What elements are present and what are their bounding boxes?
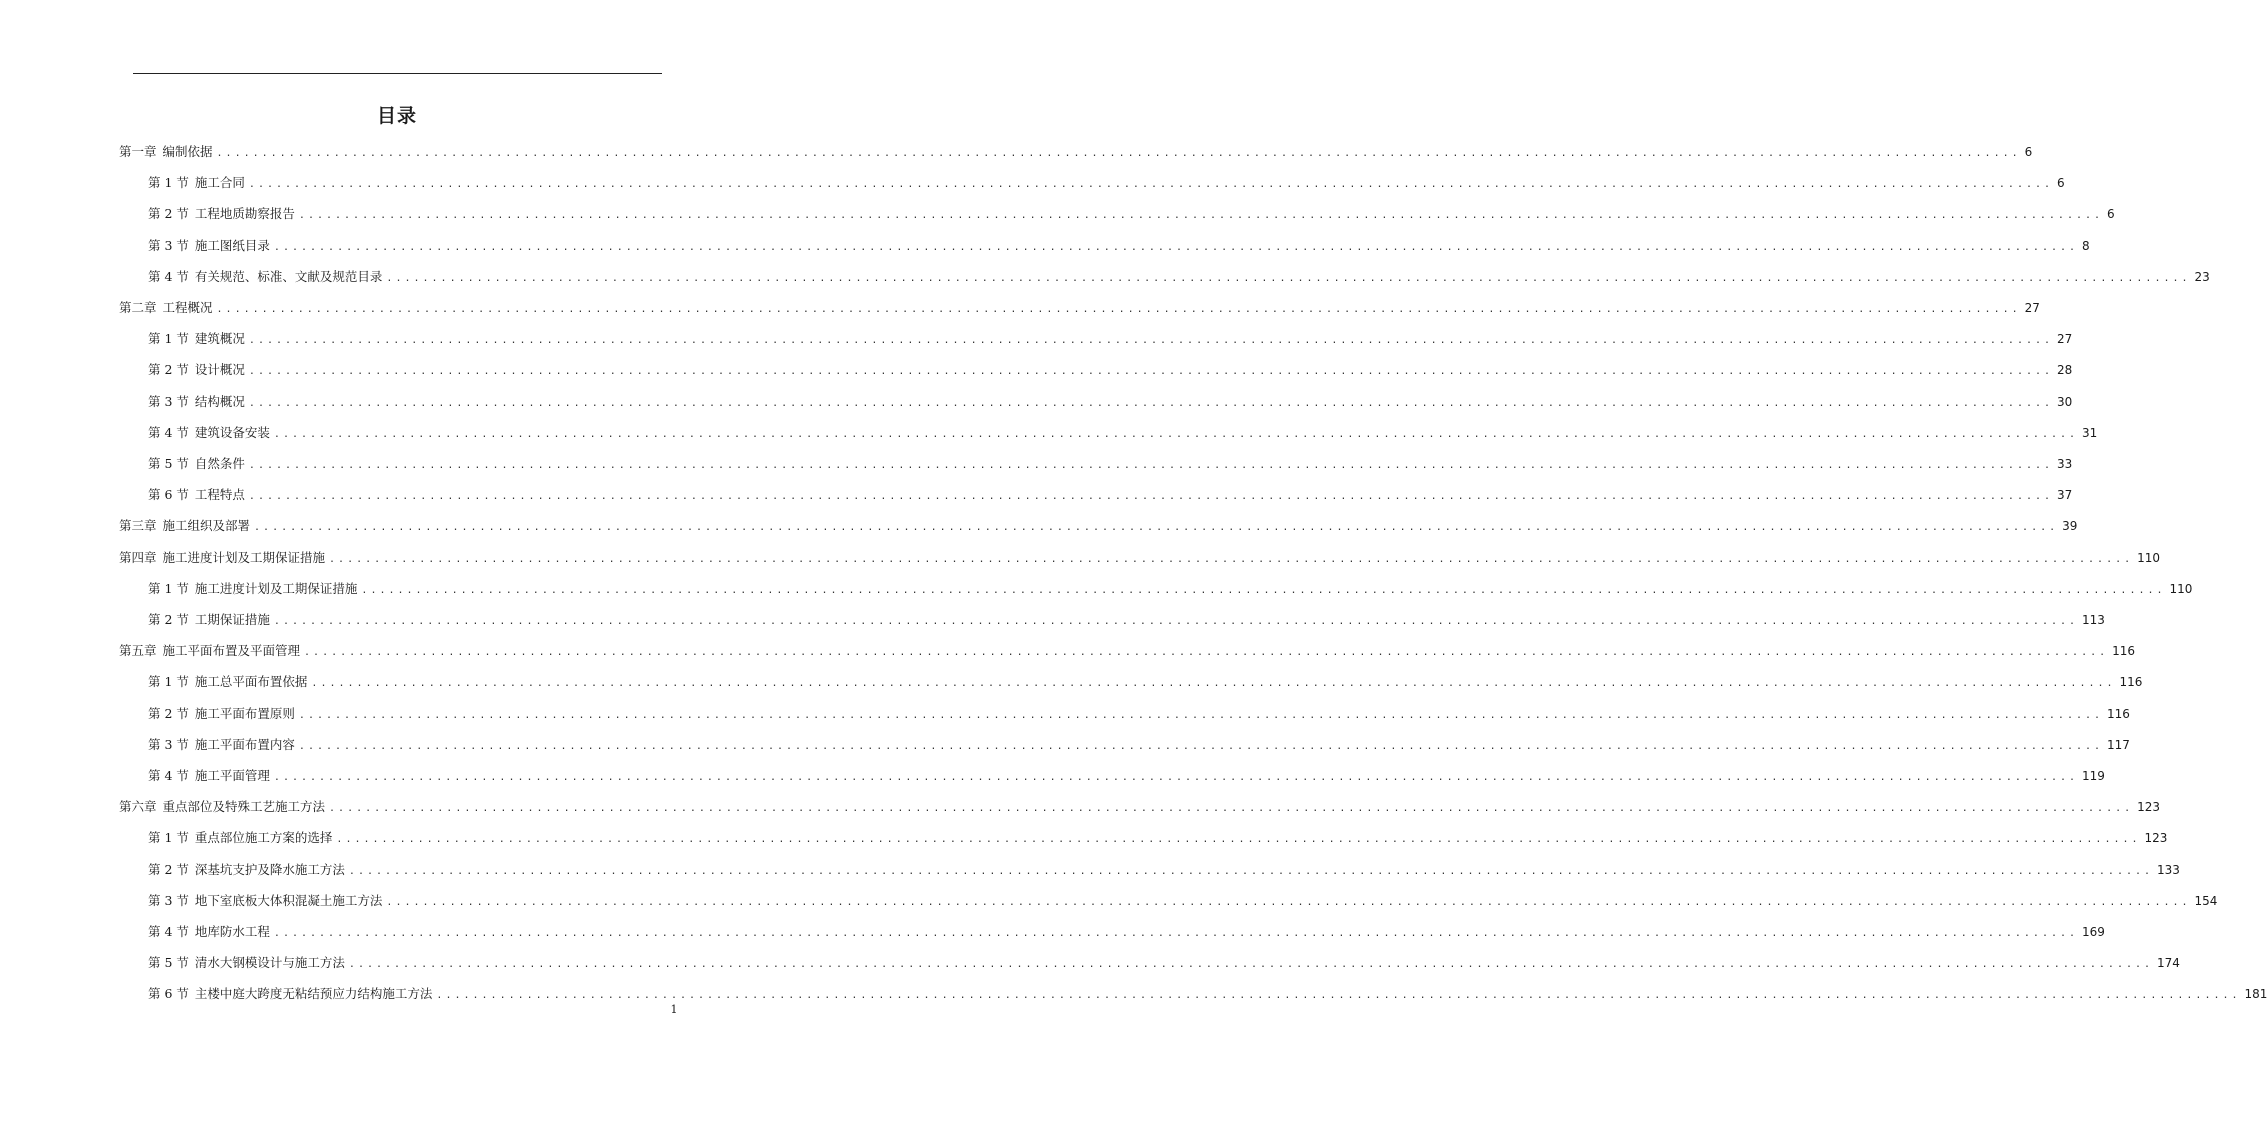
toc-entry-title: 重点部位及特殊工艺施工方法 <box>162 799 326 815</box>
toc-entry-title: 施工合同 <box>194 175 245 191</box>
toc-entry-page: 133 <box>2157 862 2180 877</box>
toc-entry-number: 第二章 <box>119 300 157 315</box>
toc-section-entry[interactable] <box>148 328 2073 350</box>
toc-chapter-entry[interactable] <box>119 796 2161 818</box>
toc-entry-page: 6 <box>2057 176 2065 191</box>
toc-entry-title: 地库防水工程 <box>194 924 270 939</box>
toc-entry-title: 主楼中庭大跨度无粘结预应力结构施工方法 <box>194 986 433 1002</box>
toc-chapter-entry[interactable] <box>119 547 2161 569</box>
toc-entry-page: 123 <box>2144 831 2168 846</box>
toc-dot-leader: ........................................................................................................................................................................................................ <box>329 803 2134 815</box>
toc-section-entry[interactable] <box>148 983 2267 1005</box>
toc-section-entry[interactable] <box>148 235 2090 257</box>
toc-entry-number: 第 1 节 <box>148 331 189 347</box>
page-number: 1 <box>670 1003 678 1016</box>
toc-section-entry[interactable] <box>148 484 2073 506</box>
toc-entry-page: 6 <box>2024 145 2033 159</box>
toc-section-entry[interactable] <box>148 671 2143 693</box>
toc-entry-title: 结构概况 <box>194 393 245 409</box>
toc-entry-title: 重点部位施工方案的选择 <box>194 830 333 846</box>
toc-entry-page: 169 <box>2082 925 2105 939</box>
toc-dot-leader: ........................................................................................................................................................................................................ <box>273 928 2079 939</box>
toc-entry-number: 第 1 节 <box>148 175 189 191</box>
toc-entry-number: 第 1 节 <box>148 580 189 596</box>
toc-dot-leader: ........................................................................................................................................................................................................ <box>216 304 2021 315</box>
toc-dot-leader: ........................................................................................................................................................................................................ <box>298 740 2104 752</box>
toc-entry-number: 第 2 节 <box>148 861 189 877</box>
toc-entry-page: 31 <box>2082 425 2098 440</box>
toc-entry-page: 39 <box>2062 519 2078 534</box>
toc-dot-leader: ........................................................................................................................................................................................................ <box>298 210 2104 222</box>
toc-entry-number: 第五章 <box>119 643 157 659</box>
toc-entry-page: 30 <box>2057 394 2073 409</box>
toc-entry-page: 174 <box>2157 956 2180 971</box>
toc-entry-title: 工程地质勘察报告 <box>194 206 295 222</box>
toc-entry-title: 施工平面布置及平面管理 <box>162 643 301 659</box>
toc-entry-page: 123 <box>2137 800 2161 815</box>
toc-entry-number: 第六章 <box>119 799 157 815</box>
toc-chapter-entry[interactable] <box>119 297 2040 319</box>
toc-entry-number: 第 5 节 <box>148 456 189 471</box>
toc-section-entry[interactable] <box>148 609 2105 631</box>
toc-section-entry[interactable] <box>148 921 2105 943</box>
toc-entry-title: 地下室底板大体积混凝土施工方法 <box>194 892 383 908</box>
toc-entry-title: 工程特点 <box>194 487 245 503</box>
toc-entry-number: 第 6 节 <box>148 986 189 1002</box>
toc-entry-number: 第 1 节 <box>148 674 189 690</box>
toc-entry-number: 第 4 节 <box>148 768 189 783</box>
toc-dot-leader: ........................................................................................................................................................................................................ <box>336 834 2141 846</box>
toc-entry-number: 第 2 节 <box>148 206 189 222</box>
toc-entry-page: 117 <box>2107 737 2130 752</box>
toc-dot-leader: ........................................................................................................................................................................................................ <box>273 616 2079 627</box>
toc-dot-leader: ........................................................................................................................................................................................................ <box>273 428 2079 440</box>
toc-entry-title: 建筑概况 <box>194 331 245 347</box>
toc-entry-title: 施工平面布置内容 <box>194 736 295 752</box>
toc-entry-page: 8 <box>2082 238 2090 253</box>
toc-entry-number: 第 3 节 <box>148 736 189 752</box>
toc-dot-leader: ........................................................................................................................................................................................................ <box>348 865 2154 877</box>
toc-entry-page: 119 <box>2082 769 2105 783</box>
toc-chapter-entry[interactable] <box>119 640 2136 662</box>
toc-entry-page: 154 <box>2194 893 2218 908</box>
toc-entry-page: 27 <box>2024 301 2040 315</box>
toc-dot-leader: ........................................................................................................................................................................................................ <box>386 272 2191 284</box>
toc-section-entry[interactable] <box>148 359 2073 381</box>
toc-entry-title: 施工进度计划及工期保证措施 <box>162 549 326 565</box>
toc-dot-leader: ........................................................................................................................................................................................................ <box>436 990 2241 1002</box>
page-title: 目录 <box>376 105 417 127</box>
toc-entry-number: 第 3 节 <box>148 237 189 253</box>
toc-dot-leader: ........................................................................................................................................................................................................ <box>273 241 2079 253</box>
toc-entry-number: 第 2 节 <box>148 612 189 627</box>
toc-entry-title: 编制依据 <box>162 144 213 159</box>
toc-entry-page: 33 <box>2057 457 2073 471</box>
toc-entry-number: 第 4 节 <box>148 924 189 939</box>
toc-dot-leader: ........................................................................................................................................................................................................ <box>298 709 2104 721</box>
toc-entry-title: 深基坑支护及降水施工方法 <box>194 861 345 877</box>
toc-entry-title: 有关规范、标准、文献及规范目录 <box>194 268 383 284</box>
toc-section-entry[interactable] <box>148 859 2180 881</box>
toc-entry-title: 施工总平面布置依据 <box>194 674 308 690</box>
toc-dot-leader: ........................................................................................................................................................................................................ <box>304 647 2109 659</box>
toc-entry-number: 第三章 <box>119 518 157 534</box>
header-rule <box>133 73 662 74</box>
toc-entry-number: 第四章 <box>119 549 157 565</box>
toc-entry-page: 181 <box>2244 987 2267 1002</box>
toc-entry-page: 37 <box>2057 488 2073 503</box>
toc-section-entry[interactable] <box>148 765 2105 787</box>
toc-entry-title: 建筑设备安装 <box>194 424 270 440</box>
toc-dot-leader: ........................................................................................................................................................................................................ <box>273 772 2079 783</box>
toc-section-entry[interactable] <box>148 578 2193 600</box>
toc-entry-page: 110 <box>2137 550 2161 565</box>
toc-section-entry[interactable] <box>148 453 2073 475</box>
toc-dot-leader: ........................................................................................................................................................................................................ <box>348 959 2154 971</box>
toc-dot-leader: ........................................................................................................................................................................................................ <box>248 335 2054 347</box>
toc-entry-title: 施工平面管理 <box>194 768 270 783</box>
toc-dot-leader: ........................................................................................................................................................................................................ <box>248 179 2054 191</box>
toc-entry-title: 施工组织及部署 <box>162 518 251 534</box>
toc-entry-title: 工程概况 <box>162 300 213 315</box>
toc-entry-page: 28 <box>2057 363 2073 378</box>
toc-entry-number: 第 5 节 <box>148 955 189 971</box>
toc-entry-number: 第 3 节 <box>148 393 189 409</box>
toc-entry-number: 第 2 节 <box>148 362 189 378</box>
toc-section-entry[interactable] <box>148 827 2168 849</box>
toc-dot-leader: ........................................................................................................................................................................................................ <box>248 397 2054 409</box>
toc-section-entry[interactable] <box>148 890 2218 912</box>
toc-entry-number: 第 6 节 <box>148 487 189 503</box>
toc-dot-leader: ........................................................................................................................................................................................................ <box>254 522 2059 534</box>
toc-dot-leader: ........................................................................................................................................................................................................ <box>311 678 2116 690</box>
toc-dot-leader: ........................................................................................................................................................................................................ <box>361 584 2166 596</box>
toc-section-entry[interactable] <box>148 952 2180 974</box>
toc-dot-leader: ........................................................................................................................................................................................................ <box>248 491 2054 503</box>
toc-entry-title: 设计概况 <box>194 362 245 378</box>
toc-dot-leader: ........................................................................................................................................................................................................ <box>248 366 2054 378</box>
toc-dot-leader: ........................................................................................................................................................................................................ <box>329 553 2134 565</box>
toc-entry-page: 6 <box>2107 207 2115 222</box>
toc-entry-page: 23 <box>2194 269 2210 284</box>
toc-entry-page: 116 <box>2112 644 2136 659</box>
toc-section-entry[interactable] <box>148 422 2098 444</box>
toc-section-entry[interactable] <box>148 391 2073 413</box>
toc-dot-leader: ........................................................................................................................................................................................................ <box>216 148 2021 159</box>
toc-entry-title: 工期保证措施 <box>194 612 270 627</box>
toc-entry-page: 116 <box>2119 675 2143 690</box>
toc-entry-page: 110 <box>2169 581 2193 596</box>
toc-dot-leader: ........................................................................................................................................................................................................ <box>248 460 2054 471</box>
toc-section-entry[interactable] <box>148 172 2065 194</box>
toc-section-entry[interactable] <box>148 203 2115 225</box>
toc-section-entry[interactable] <box>148 266 2210 288</box>
toc-entry-title: 施工进度计划及工期保证措施 <box>194 580 358 596</box>
toc-entry-number: 第 4 节 <box>148 268 189 284</box>
toc-entry-title: 自然条件 <box>194 456 245 471</box>
toc-entry-number: 第 3 节 <box>148 892 189 908</box>
toc-dot-leader: ........................................................................................................................................................................................................ <box>386 896 2191 908</box>
toc-entry-number: 第 1 节 <box>148 830 189 846</box>
toc-chapter-entry[interactable] <box>119 141 2033 163</box>
toc-entry-page: 27 <box>2057 332 2073 347</box>
toc-section-entry[interactable] <box>148 703 2130 725</box>
toc-entry-number: 第 2 节 <box>148 705 189 721</box>
toc-entry-number: 第 4 节 <box>148 424 189 440</box>
toc-chapter-entry[interactable] <box>119 515 2078 537</box>
toc-section-entry[interactable] <box>148 734 2130 756</box>
toc-entry-title: 施工图纸目录 <box>194 237 270 253</box>
toc-entry-number: 第一章 <box>119 144 157 159</box>
toc-entry-page: 113 <box>2082 613 2105 627</box>
toc-entry-page: 116 <box>2107 706 2130 721</box>
toc-entry-title: 施工平面布置原则 <box>194 705 295 721</box>
toc-entry-title: 清水大钢模设计与施工方法 <box>194 955 345 971</box>
